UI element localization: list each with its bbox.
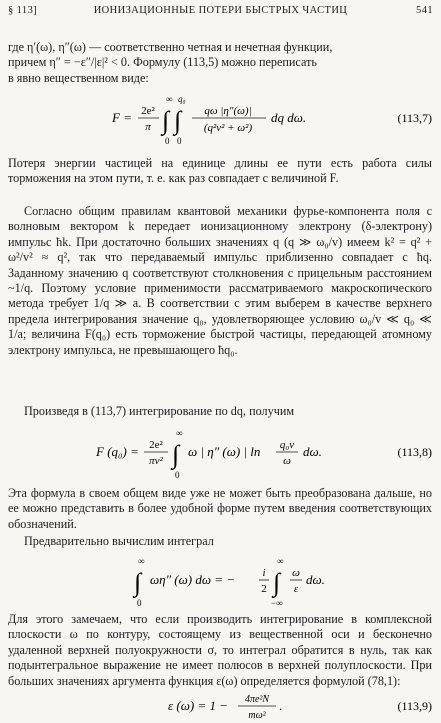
paragraph-7: Для этого замечаем, что если производить интегрирование в комплексной плоскости ω по контуру, состоящему из вещественной оси и бесконечно удаленной верхней полуокружности σ, то интеграл обратится в нуль, так как подынтегральное выражение не имеет полюсов в верхней полуплоскости. При больших значениях аргумента функция ε(ω) определяется формулой (78,1): <box>8 612 432 688</box>
eq1-integral-2: ∫ <box>174 106 182 135</box>
equation-113-8 <box>8 422 432 482</box>
eq1-lhs: F = <box>112 110 132 125</box>
eq4-tail: . <box>279 698 283 713</box>
eq2-coef-den: πv² <box>149 455 163 467</box>
eq1-upper-1: ∞ <box>166 94 173 104</box>
eq2-frac-den: ω <box>283 455 291 467</box>
eq2-lower: 0 <box>175 470 180 480</box>
eq3-upper-1: ∞ <box>138 556 145 566</box>
eq3-upper-2: ∞ <box>277 556 284 566</box>
eq4-lhs: ε (ω) = 1 − <box>168 698 229 713</box>
section-label: § 113] <box>8 5 38 16</box>
eq1-integral-1: ∫ <box>162 106 170 135</box>
eq1-coef-den: π <box>145 121 151 133</box>
eq2-frac-num: q₀v <box>279 439 295 451</box>
equation-integral <box>8 551 432 609</box>
paragraph-1-line-1: где η′(ω), η″(ω) — соответственно четная и нечетная функции, <box>8 40 333 54</box>
eq1-lower-2: 0 <box>177 136 182 146</box>
eq3-tail: dω. <box>306 572 325 587</box>
eq1-int-num: qω |η″(ω)| <box>204 105 252 117</box>
equation-113-9 <box>8 690 432 722</box>
eq3-half-num: i <box>262 567 266 579</box>
eq4-frac-num: 4πe²N <box>244 694 270 705</box>
eq3-frac-den: ε <box>293 583 299 595</box>
eq3-half-den: 2 <box>261 583 267 595</box>
eq1-int-den: (q²v² + ω²) <box>203 122 253 134</box>
eq1-upper-2: q₀ <box>178 94 186 104</box>
eq1-number: (113,7) <box>397 111 432 125</box>
eq1-coef-num: 2e² <box>141 105 155 117</box>
eq2-integral: ∫ <box>172 440 180 469</box>
eq3-lhs-body: ωη″ (ω) dω = − <box>150 572 236 587</box>
paragraph-3: Согласно общим правилам квантовой механики фурье-компонента поля с волновым вектором k передает ионизационному электрону (δ-электрону) импульс ħk. При достаточно больших значениях q (q ≫ ω₀/v) имеем k² = q² + ω²/v² ≈ q², так что передаваемый импульс приблизенно совпадает с ħq. Заданному значению q соответствуют столкновения с прицельным расстоянием ~1/q. Поэтому условие применимости рассматриваемого макроскопического метода требует 1/q ≫ a. В соответствии с этим выберем в качестве верхнего предела интегрирования значение q₀, удовлетворяющее условию ω₀/v ≪ q₀ ≪ 1/a; величина F(q₀) есть торможение быстрой частицы, передающей атомному электрону импульса, не превышающего ħq₀. <box>8 204 432 357</box>
eq2-lhs: F (q₀) = <box>96 444 139 459</box>
paragraph-1-line-3: в явно вещественном виде: <box>8 70 149 85</box>
paragraph-6: Предварительно вычислим интеграл <box>24 534 214 548</box>
paragraph-1-line-2: причем η″ = −ε″/|ε|² < 0. Формулу (113,5) можно переписать <box>8 55 317 70</box>
eq2-body: ω | η″ (ω) | ln <box>188 444 261 459</box>
eq4-number: (113,9) <box>397 699 432 713</box>
eq2-number: (113,8) <box>397 445 432 459</box>
eq2-tail: dω. <box>303 444 322 459</box>
eq2-coef-num: 2e² <box>149 439 163 451</box>
eq2-upper: ∞ <box>176 428 183 438</box>
eq4-frac-den: mω² <box>248 710 266 721</box>
paragraph-2: Потеря энергии частицей на единице длины ее пути есть работа силы торможения на этом пути, т. е. как раз совпадает с величиной F. <box>8 156 432 186</box>
equation-113-7 <box>8 88 432 150</box>
eq1-tail: dq dω. <box>271 110 307 125</box>
eq3-frac-num: ω <box>292 567 300 579</box>
eq3-lower-2: −∞ <box>271 598 283 608</box>
eq1-lower-1: 0 <box>165 136 170 146</box>
running-title: ИОНИЗАЦИОННЫЕ ПОТЕРИ БЫСТРЫХ ЧАСТИЦ <box>93 5 348 16</box>
paragraph-4: Произведя в (113,7) интегрирование по dq, получим <box>24 404 295 418</box>
eq3-integral-1: ∫ <box>134 568 142 597</box>
page-number: 541 <box>416 5 433 16</box>
paragraph-5: Эта формула в своем общем виде уже не может быть преобразована дальше, но ее можно представить в более удобной форме путем введения соответствующих обозначений. <box>8 486 432 531</box>
eq3-integral-2: ∫ <box>273 568 281 597</box>
running-header <box>8 5 433 21</box>
paragraph-1 <box>8 40 432 86</box>
eq3-lower-1: 0 <box>137 598 142 608</box>
